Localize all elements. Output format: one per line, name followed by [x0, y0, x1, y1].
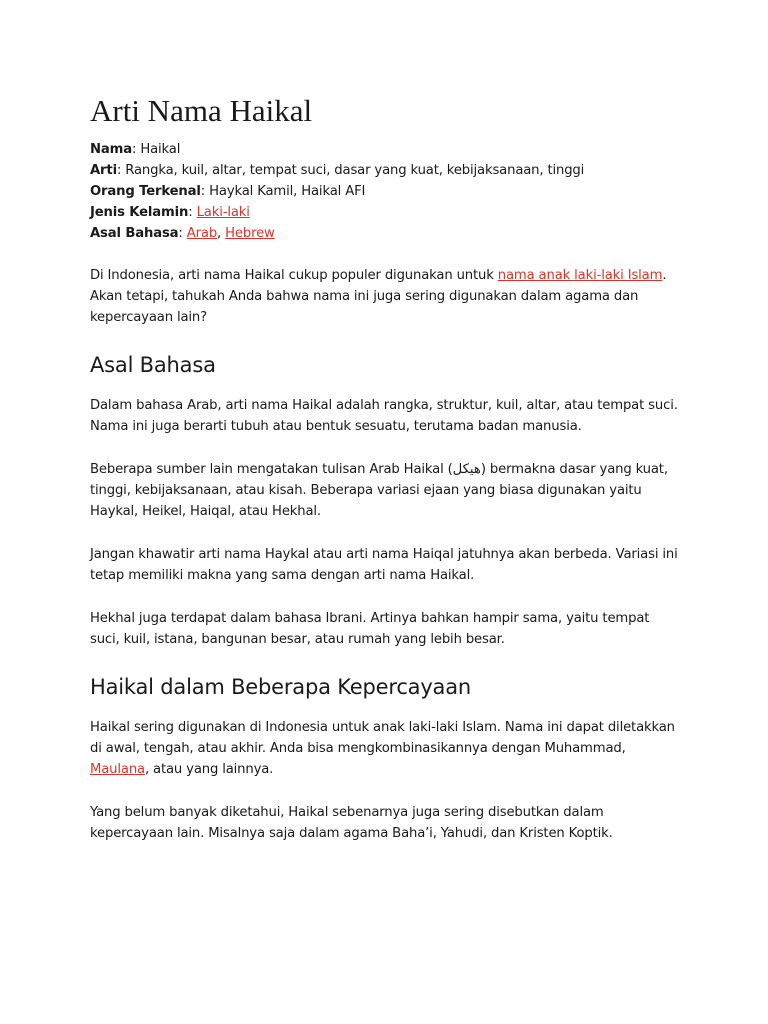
meta-label-jenis-kelamin: Jenis Kelamin [90, 205, 189, 220]
asal-bahasa-paragraph-3: Jangan khawatir arti nama Haykal atau arti nama Haiqal jatuhnya akan berbeda. Variasi ini tetap memiliki makna yang sama dengan arti nama Haikal. [90, 547, 678, 583]
page-title: Arti Nama Haikal [90, 93, 313, 128]
meta-label-nama: Nama [90, 142, 132, 157]
meta-label-orang-terkenal: Orang Terkenal [90, 184, 201, 199]
meta-label-asal-bahasa: Asal Bahasa [90, 226, 179, 241]
asal-bahasa-paragraph-4: Hekhal juga terdapat dalam bahasa Ibrani. Artinya bahkan hampir sama, yaitu tempat suci, kuil, istana, bangunan besar, atau rumah yang lebih besar. [90, 611, 650, 647]
nama-anak-laki-laki-islam-link[interactable]: nama anak laki-laki Islam [497, 268, 663, 283]
p2-text-before: Beberapa sumber lain mengatakan tulisan Arab Haikal ( [90, 462, 453, 477]
p2-text-after: ) bermakna dasar yang kuat, tinggi, kebijaksanaan, atau kisah. Beberapa variasi ejaan yang biasa digunakan yaitu Haykal, Heikel, Haiqal, atau Hekhal. [90, 462, 668, 519]
laki-laki-link[interactable]: Laki-laki [196, 205, 250, 220]
intro-text-after: . Akan tetapi, tahukah Anda bahwa nama ini juga sering digunakan dalam agama dan kepercayaan lain? [90, 268, 667, 325]
arabic-haikal-text: هيكل [452, 462, 481, 477]
meta-value-orang-terkenal: Haykal Kamil, Haikal AFI [209, 184, 366, 199]
meta-row-jenis-kelamin: Jenis Kelamin: Laki-laki [90, 205, 250, 220]
maulana-link[interactable]: Maulana [90, 762, 145, 777]
meta-row-asal-bahasa: Asal Bahasa: Arab, Hebrew [90, 226, 275, 241]
intro-paragraph [90, 265, 680, 328]
arab-link[interactable]: Arab [186, 226, 218, 241]
asal-bahasa-paragraph-2 [90, 459, 680, 522]
meta-row-nama: Nama: Haikal [90, 142, 181, 157]
kepercayaan-paragraph-1 [90, 717, 680, 780]
meta-value-nama: Haikal [140, 142, 181, 157]
meta-row-arti: Arti: Rangka, kuil, altar, tempat suci, dasar yang kuat, kebijaksanaan, tinggi [90, 163, 585, 178]
hebrew-link[interactable]: Hebrew [225, 226, 275, 241]
meta-row-orang-terkenal: Orang Terkenal: Haykal Kamil, Haikal AFI [90, 184, 366, 199]
article [90, 92, 680, 866]
kepercayaan-paragraph-2: Yang belum banyak diketahui, Haikal sebenarnya juga sering disebutkan dalam kepercayaan lain. Misalnya saja dalam agama Baha’i, Yahudi, dan Kristen Koptik. [90, 805, 613, 841]
meta-value-arti: Rangka, kuil, altar, tempat suci, dasar yang kuat, kebijaksanaan, tinggi [125, 163, 585, 178]
meta-label-arti: Arti [90, 163, 117, 178]
k1-text-after: , atau yang lainnya. [144, 762, 274, 777]
k1-text-before: Haikal sering digunakan di Indonesia untuk anak laki-laki Islam. Nama ini dapat diletakkan di awal, tengah, atau akhir. Anda bisa mengkombinasikannya dengan Muhammad, [90, 720, 675, 756]
asal-bahasa-paragraph-1: Dalam bahasa Arab, arti nama Haikal adalah rangka, struktur, kuil, altar, atau tempat suci. Nama ini juga berarti tubuh atau bentuk sesuatu, terutama badan manusia. [90, 398, 678, 434]
section-heading-kepercayaan: Haikal dalam Beberapa Kepercayaan [90, 675, 472, 699]
section-heading-asal-bahasa: Asal Bahasa [90, 353, 216, 377]
name-info-block [90, 139, 680, 244]
intro-text-before: Di Indonesia, arti nama Haikal cukup populer digunakan untuk [90, 268, 498, 283]
